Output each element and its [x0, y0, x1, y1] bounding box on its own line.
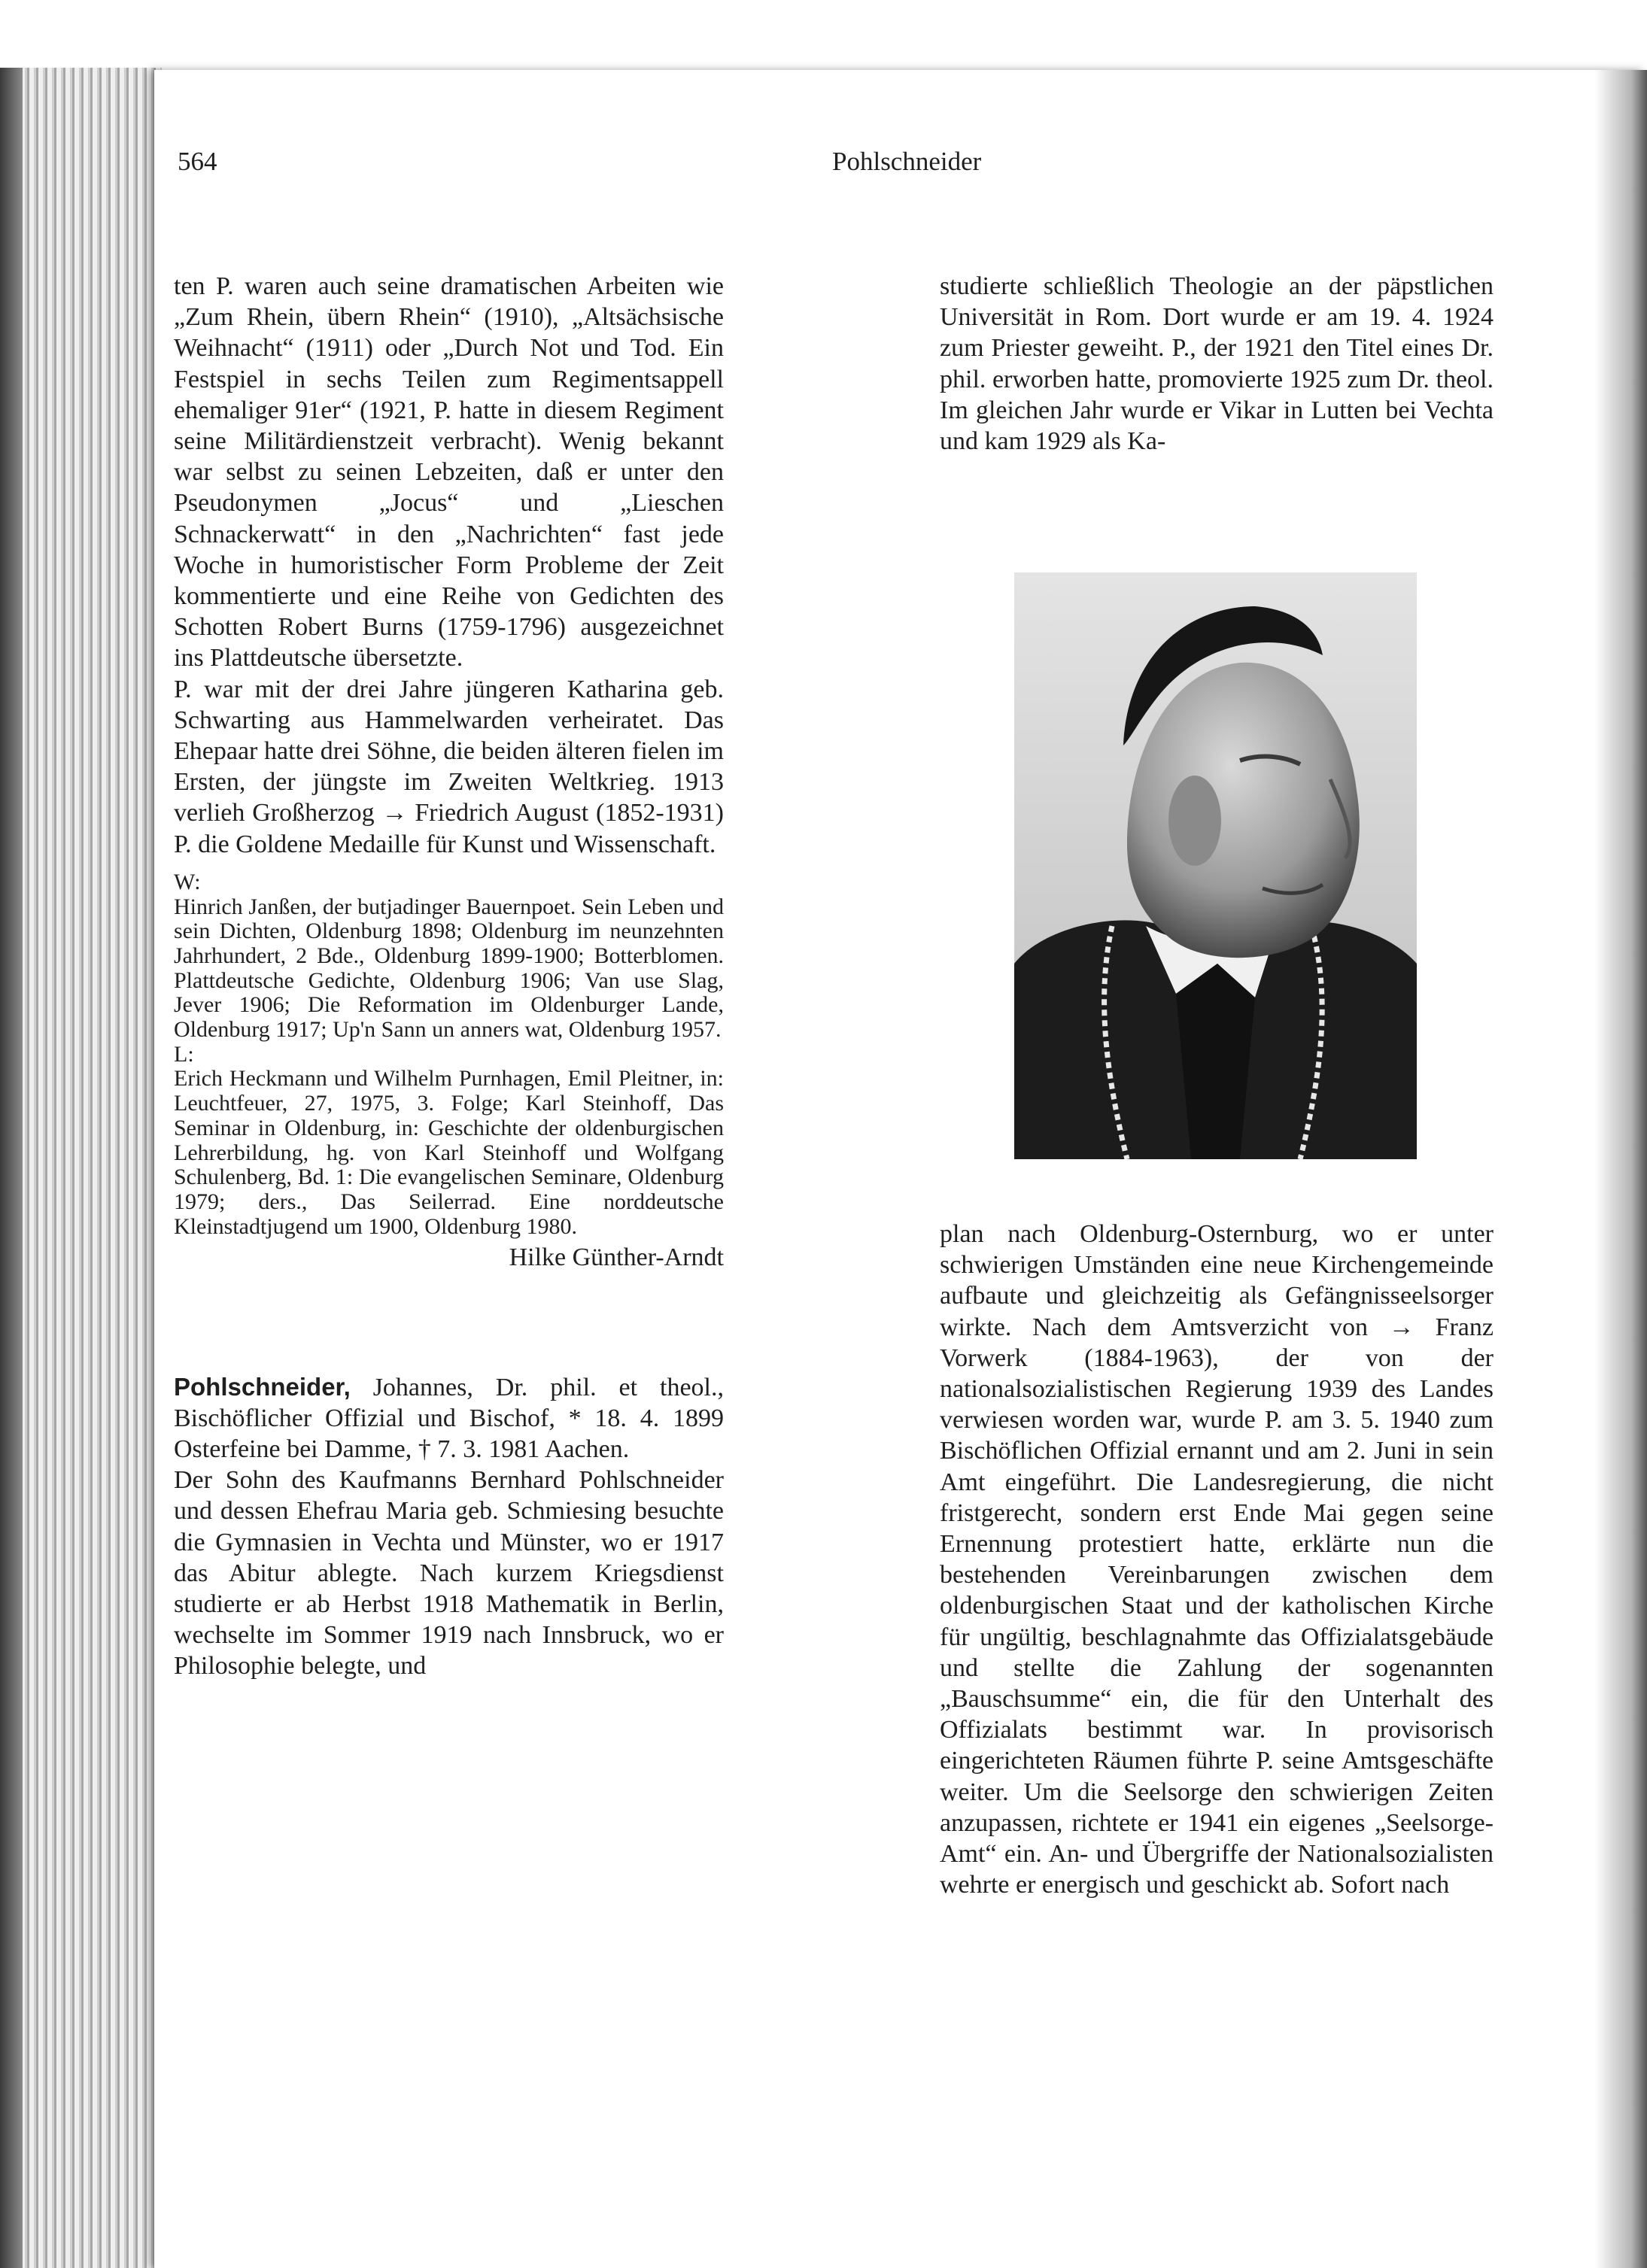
body-paragraph: plan nach Oldenburg-Osternburg, wo er unter schwierigen Umständen eine neue Kirchengemeinde aufbaute und gleichzeitig als Gefängnisseelsorger wirkte. Nach dem Amtsverzicht von → Franz Vorwerk (1884-1963), der von der nationalsozialistischen Regierung 1939 des Landes verwiesen worden war, wurde P. am 3. 5. 1940 zum Bischöflichen Offizial ernannt und am 2. Juni in sein Amt eingeführt. Die Landesregierung, die nicht fristgerecht, sondern erst Ende Mai gegen seine Ernennung protestiert hatte, erklärte nun die bestehenden Vereinbarungen zwischen dem oldenburgischen Staat und der katholischen Kirche für ungültig, beschlagnahmte das Offizialatsgebäude und stellte die Zahlung der sogenannten „Bauschsumme“ ein, die für den Unterhalt des Offizialats bestimmt war. In provisorisch eingerichteten Räumen führte P. seine Amtsgeschäfte weiter. Um die Seelsorge den schwierigen Zeiten anzupassen, richtete er 1941 ein eigenes „Seelsorge-Amt“ ein. An- und Übergriffe der Nationalsozialisten wehrte er energisch und geschickt ab. Sofort nach	[940, 1220, 1494, 1899]
page-header	[178, 143, 1351, 181]
literature-label: L:	[174, 1041, 194, 1067]
works-list: Hinrich Janßen, der butjadinger Bauernpoet. Sein Leben und sein Dichten, Oldenburg 1898; Oldenburg im neunzehnten Jahrhundert, 2 Bde., Oldenburg 1899-1900; Botterblomen. Plattdeutsche Gedichte, Oldenburg 1906; Van use Slag, Jever 1906; Die Reformation im Oldenburger Lande, Oldenburg 1917; Up'n Sann un anners wat, Oldenburg 1957.	[174, 894, 724, 1043]
right-column-top	[940, 271, 1494, 496]
body-paragraph: studierte schließlich Theologie an der päpstlichen Universität in Rom. Dort wurde er am 19. 4. 1924 zum Priester geweiht. P., der 1921 den Titel eines Dr. phil. erworben hatte, promovierte 1925 zum Dr. theol. Im gleichen Jahr wurde er Vikar in Lutten bei Vechta und kam 1929 als Ka-	[940, 272, 1494, 456]
running-head: Pohlschneider	[832, 147, 982, 176]
book-page-edges	[0, 68, 162, 2268]
book-edge-shadow	[0, 68, 23, 2268]
entry-spacer	[174, 1274, 724, 1371]
body-paragraph: Der Sohn des Kaufmanns Bernhard Pohlschneider und dessen Ehefrau Maria geb. Schmiesing besuchte die Gymnasien in Vechta und Münster, wo er 1917 das Abitur ablegte. Nach kurzem Kriegsdienst studierte er ab Herbst 1918 Mathematik in Berlin, wechselte im Sommer 1919 nach Innsbruck, wo er Philosophie belegte, und	[174, 1466, 724, 1681]
entry-name: Pohlschneider,	[174, 1372, 351, 1401]
left-column	[174, 271, 724, 2008]
page-gutter-shadow	[1594, 70, 1647, 2268]
entry-heading	[174, 1371, 724, 1465]
author-signature: Hilke Günther-Arndt	[509, 1243, 724, 1272]
right-column-bottom	[940, 1219, 1494, 2008]
body-paragraph: ten P. waren auch seine dramatischen Arbeiten wie „Zum Rhein, übern Rhein“ (1910), „Altsächsische Weihnacht“ (1911) oder „Durch Not und Tod. Ein Festspiel in sechs Teilen zum Regimentsappell ehemaliger 91er“ (1921, P. hatte in diesem Regiment seine Militärdienstzeit verbracht). Wenig bekannt war selbst zu seinen Lebzeiten, daß er unter den Pseudonymen „Jocus“ und „Lieschen Schnackerwatt“ in den „Nachrichten“ fast jede Woche in humoristischer Form Probleme der Zeit kommentierte und eine Reihe von Gedichten des Schotten Robert Burns (1759-1796) ausgezeichnet ins Plattdeutsche übersetzte.	[174, 272, 724, 673]
entry-heading-text: Johannes, Dr. phil. et theol., Bischöflicher Offizial und Bischof, * 18. 4. 1899 Osterfeine bei Damme, † 7. 3. 1981 Aachen.	[174, 1373, 724, 1464]
literature-list: Erich Heckmann und Wilhelm Purnhagen, Emil Pleitner, in: Leuchtfeuer, 27, 1975, 3. Folge; Karl Steinhoff, Das Seminar in Oldenburg, in: Geschichte der oldenburgischen Lehrerbildung, hg. von Karl Steinhoff und Wolfgang Schulenberg, Bd. 1: Die evangelischen Seminare, Oldenburg 1979; ders., Das Seilerrad. Eine norddeutsche Kleinstadtjugend um 1900, Oldenburg 1980.	[174, 1066, 724, 1239]
portrait-photo	[1014, 572, 1417, 1159]
page-number: 564	[178, 147, 217, 176]
body-paragraph: P. war mit der drei Jahre jüngeren Katharina geb. Schwarting aus Hammelwarden verheiratet. Das Ehepaar hatte drei Söhne, die beiden älteren fielen im Ersten, der jüngste im Zweiten Weltkrieg. 1913 verlieh Großherzog → Friedrich August (1852-1931) P. die Goldene Medaille für Kunst und Wissenschaft.	[174, 675, 724, 858]
works-label: W:	[174, 869, 201, 894]
